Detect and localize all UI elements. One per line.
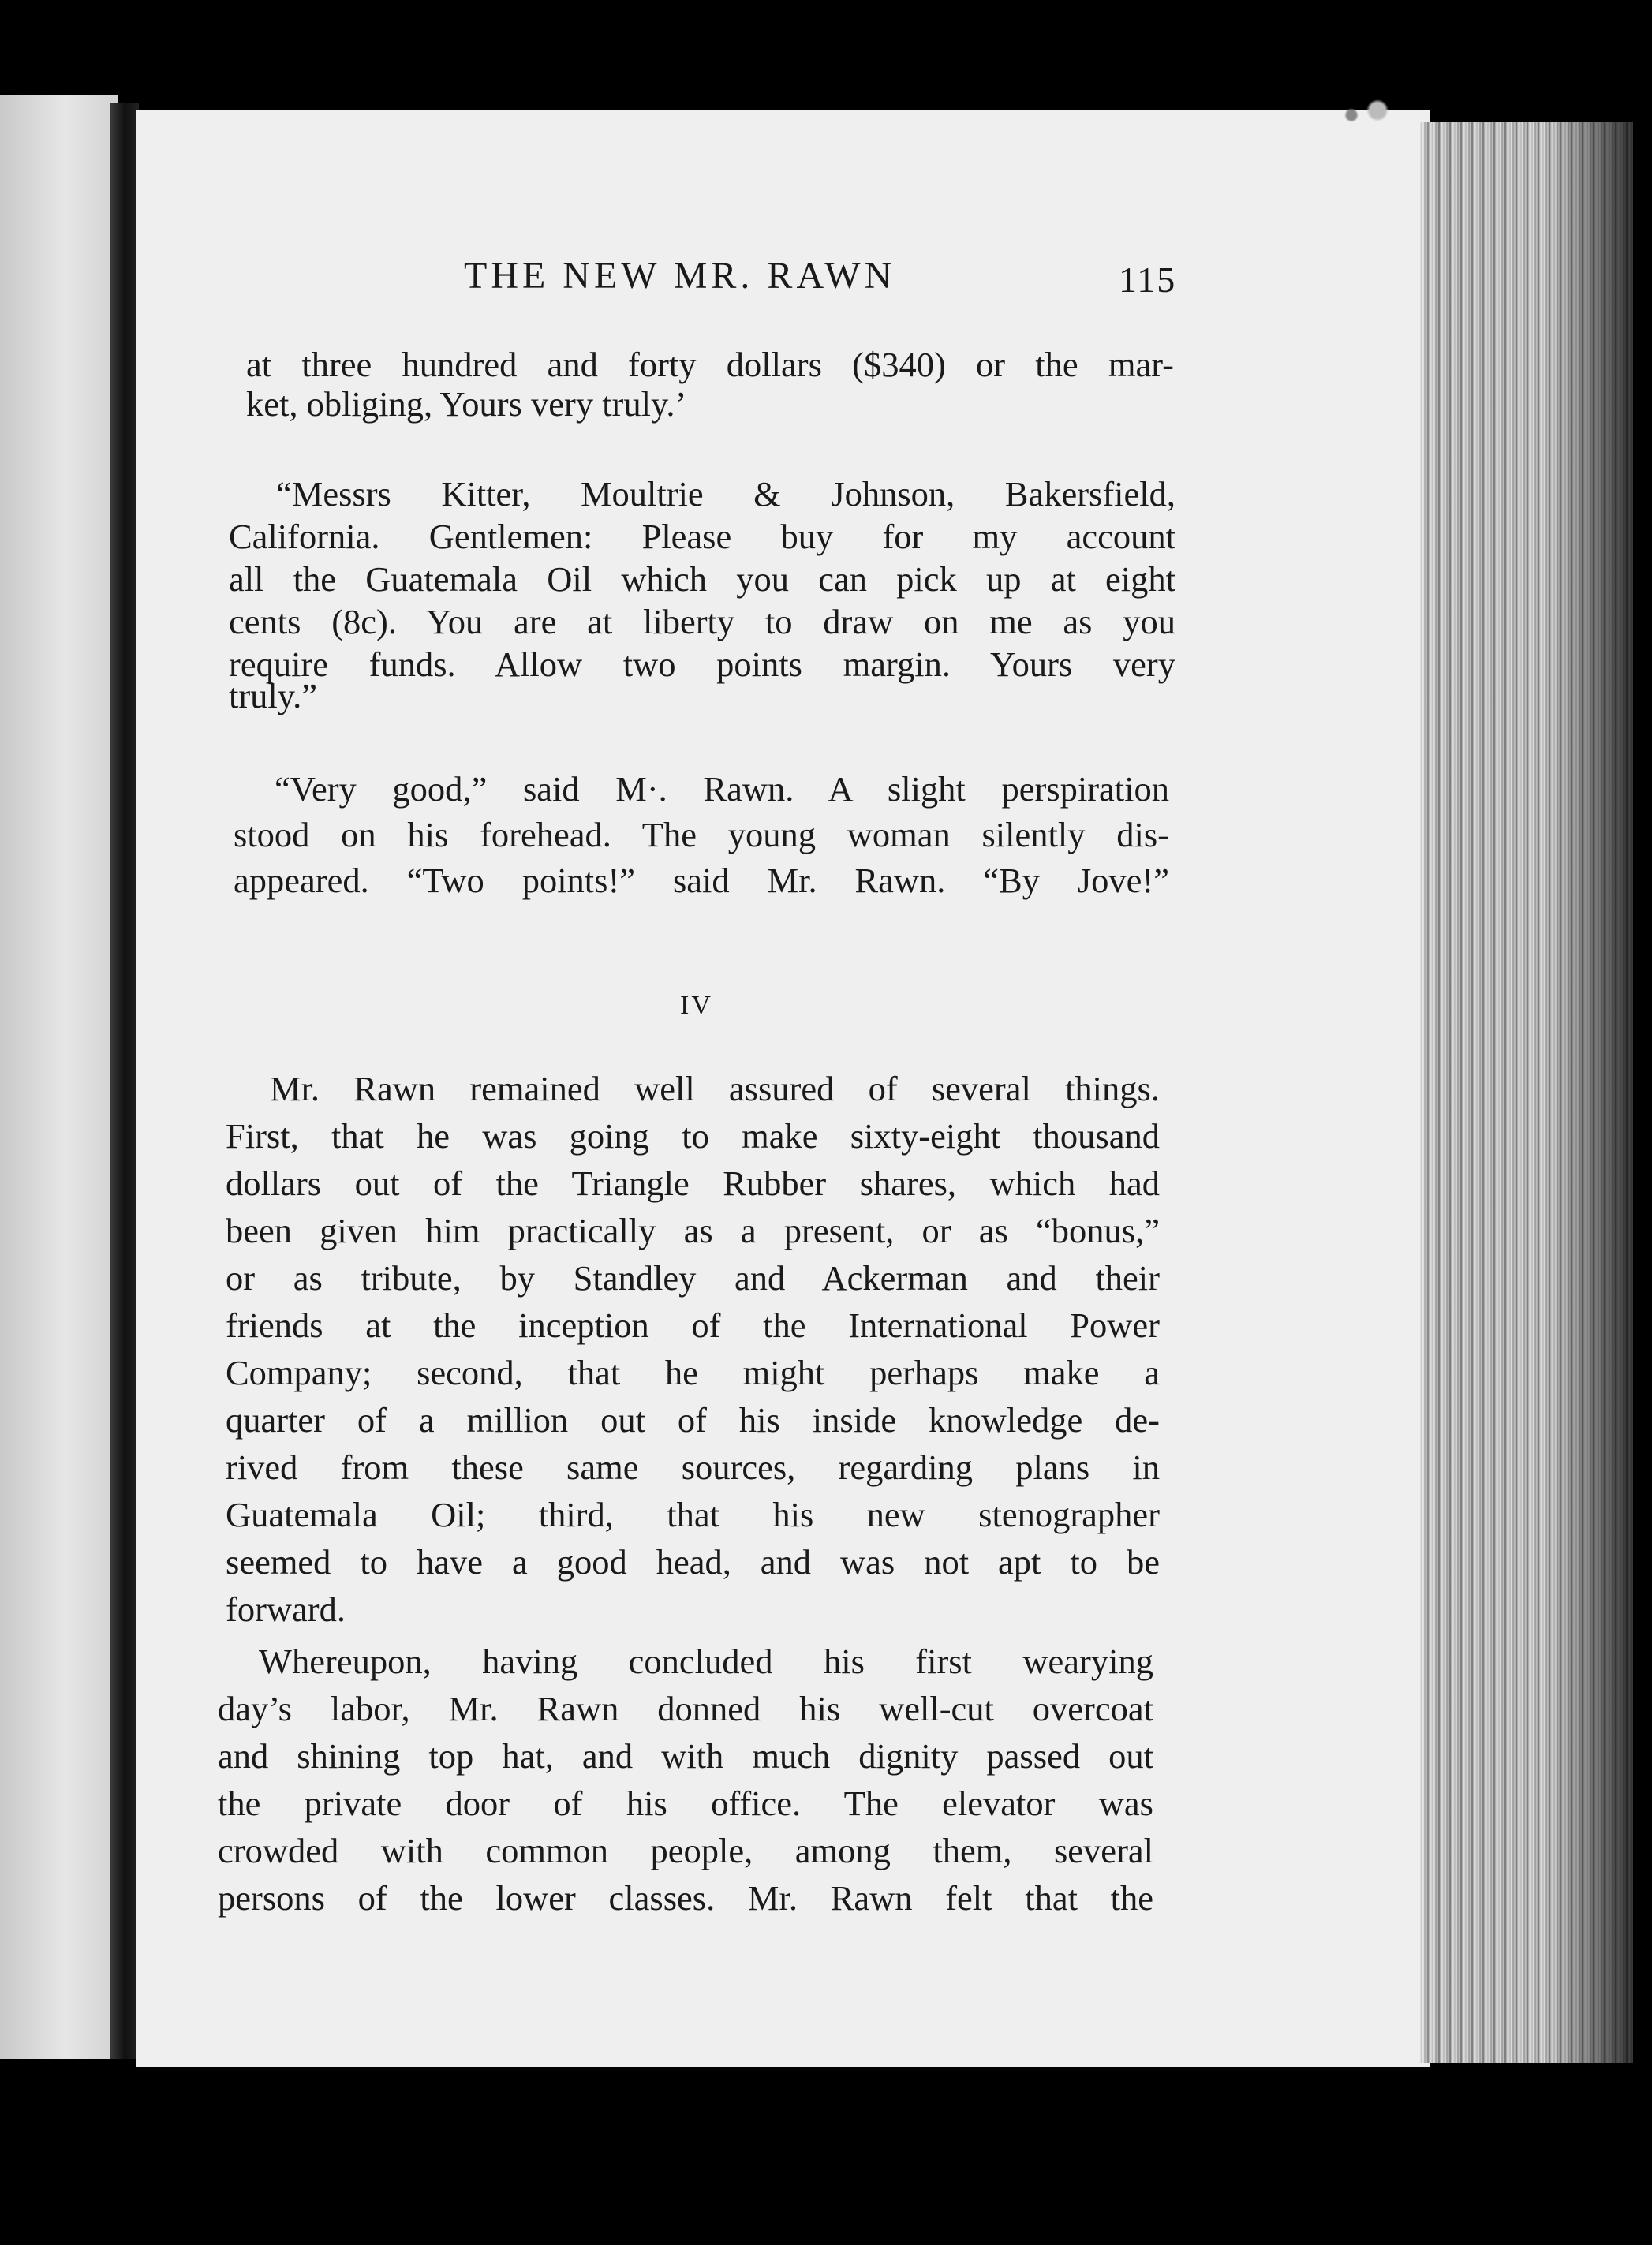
text-line: forward. (226, 1589, 346, 1629)
book-gutter (110, 103, 139, 2059)
text-line: friends at the inception of the International Power (226, 1306, 1160, 1345)
text-line: day’s labor, Mr. Rawn donned his well-cut overcoat (218, 1689, 1153, 1728)
text-line: stood on his forehead. The young woman silently dis- (234, 815, 1169, 854)
text-line: First, that he was going to make sixty-eight thousand (226, 1116, 1160, 1156)
previous-page-edge (0, 95, 118, 2059)
text-line: and shining top hat, and with much dignity passed out (218, 1736, 1153, 1776)
text-line: “Very good,” said M·. Rawn. A slight perspiration (275, 769, 1169, 809)
text-line: seemed to have a good head, and was not apt to be (226, 1542, 1160, 1582)
text-line: persons of the lower classes. Mr. Rawn felt that the (218, 1878, 1153, 1918)
text-line: require funds. Allow two points margin. Yours very (229, 644, 1175, 684)
running-head-title: THE NEW MR. RAWN (464, 255, 896, 297)
text-line: rived from these same sources, regarding plans in (226, 1447, 1160, 1487)
text-line: all the Guatemala Oil which you can pick up at eight (229, 559, 1175, 599)
page-number: 115 (1119, 260, 1177, 300)
text-line: California. Gentlemen: Please buy for my account (229, 517, 1175, 556)
text-line: Guatemala Oil; third, that his new stenographer (226, 1495, 1160, 1534)
text-line: or as tribute, by Standley and Ackerman and their (226, 1258, 1160, 1298)
text-line: Company; second, that he might perhaps make a (226, 1353, 1160, 1392)
text-line: “Messrs Kitter, Moultrie & Johnson, Bakersfield, (276, 474, 1175, 514)
text-line: truly.” (229, 676, 318, 715)
text-line: crowded with common people, among them, several (218, 1831, 1153, 1870)
text-line: at three hundred and forty dollars ($340) or the mar- (246, 345, 1174, 384)
text-line: dollars out of the Triangle Rubber shares, which had (226, 1164, 1160, 1203)
text-line: cents (8c). You are at liberty to draw on me as you (229, 602, 1175, 641)
text-line: Whereupon, having concluded his first wearying (259, 1642, 1153, 1681)
section-number: IV (680, 991, 713, 1020)
text-line: been given him practically as a present, or as “bonus,” (226, 1211, 1160, 1250)
text-line: ket, obliging, Yours very truly.’ (246, 384, 687, 424)
fore-edge-shadow (1546, 122, 1633, 2063)
text-line: the private door of his office. The elevator was (218, 1784, 1153, 1823)
text-line: quarter of a million out of his inside knowledge de- (226, 1400, 1160, 1440)
text-line: appeared. “Two points!” said Mr. Rawn. “By Jove!” (234, 861, 1169, 900)
text-line: Mr. Rawn remained well assured of several things. (270, 1069, 1160, 1108)
scan-specks (1325, 87, 1412, 134)
